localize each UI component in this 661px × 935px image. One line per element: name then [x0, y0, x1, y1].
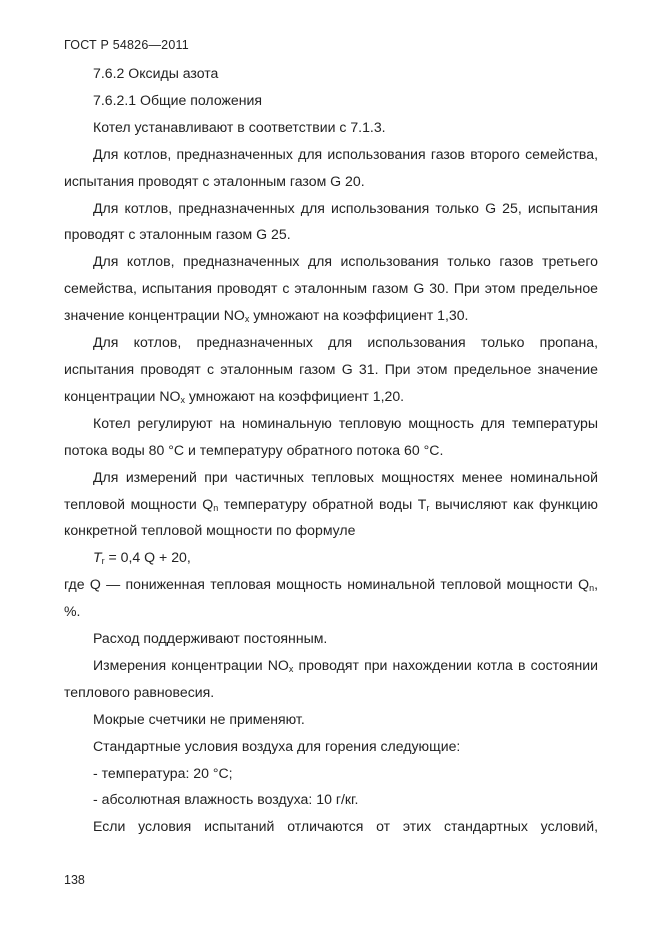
- paragraph: Котел устанавливают в соответствии с 7.1.3.: [93, 118, 386, 135]
- subscript: n: [213, 502, 219, 513]
- subsection-title: 7.6.2.1 Общие положения: [93, 91, 263, 108]
- paragraph: Мокрые счетчики не применяют.: [93, 710, 305, 727]
- text-run: Для котлов, предназначенных для использования только пропана, испытания проводят с эталонным газом G 31. При этом предельное значение концентрации NO: [64, 334, 598, 404]
- paragraph: [64, 329, 598, 410]
- text-run: где Q — пониженная тепловая мощность номинальной тепловой мощности Q: [64, 576, 590, 593]
- subscript: n: [589, 583, 595, 594]
- document-body: [64, 60, 598, 840]
- text-run: , %.: [64, 576, 598, 620]
- formula-explanation: [64, 571, 598, 625]
- subscript: r: [426, 502, 430, 513]
- text-run: Измерения концентрации NO: [93, 656, 289, 673]
- text-run: = 0,4 Q + 20,: [104, 549, 191, 566]
- standard-header: ГОСТ Р 54826—2011: [64, 38, 189, 52]
- text-run: Для котлов, предназначенных для использования только газов третьего семейства, испытания проводят с эталонным газом G 30. При этом предельное значение концентрации NO: [64, 253, 598, 324]
- paragraph: [64, 652, 598, 706]
- paragraph: Если условия испытаний отличаются от этих стандартных условий,: [93, 818, 598, 835]
- text-run: вычисляют как функцию конкретной тепловой мощности по формуле: [64, 495, 598, 539]
- list-item: - температура: 20 °C;: [93, 764, 233, 781]
- paragraph: [64, 464, 598, 545]
- list-item: - абсолютная влажность воздуха: 10 г/кг.: [93, 791, 359, 808]
- subscript: x: [288, 663, 294, 674]
- paragraph: Для котлов, предназначенных для использования только G 25, испытания проводят с эталонным газом G 25.: [64, 199, 598, 243]
- formula: [64, 544, 598, 571]
- paragraph: Для котлов, предназначенных для использования газов второго семейства, испытания проводят с эталонным газом G 20.: [64, 145, 598, 189]
- paragraph: Расход поддерживают постоянным.: [93, 630, 328, 647]
- text-run: проводят при нахождении котла в состоянии теплового равновесия.: [64, 656, 598, 700]
- paragraph: [64, 248, 598, 329]
- page-number: 138: [64, 873, 85, 887]
- subscript: x: [244, 314, 250, 325]
- text-run: Для измерений при частичных тепловых мощностях менее номинальной тепловой мощности Q: [64, 468, 598, 512]
- subscript: r: [101, 556, 105, 567]
- text-run: температуру обратной воды T: [218, 495, 427, 512]
- paragraph: Стандартные условия воздуха для горения следующие:: [93, 737, 461, 754]
- paragraph: Котел регулируют на номинальную тепловую мощность для температуры потока воды 80 °C и температуру обратного потока 60 °C.: [64, 414, 598, 458]
- text-run: умножают на коэффициент 1,30.: [249, 307, 469, 324]
- subscript: x: [180, 394, 185, 405]
- text-run: умножают на коэффициент 1,20.: [185, 387, 405, 404]
- section-title: 7.6.2 Оксиды азота: [93, 65, 219, 81]
- formula-variable: T: [93, 549, 102, 566]
